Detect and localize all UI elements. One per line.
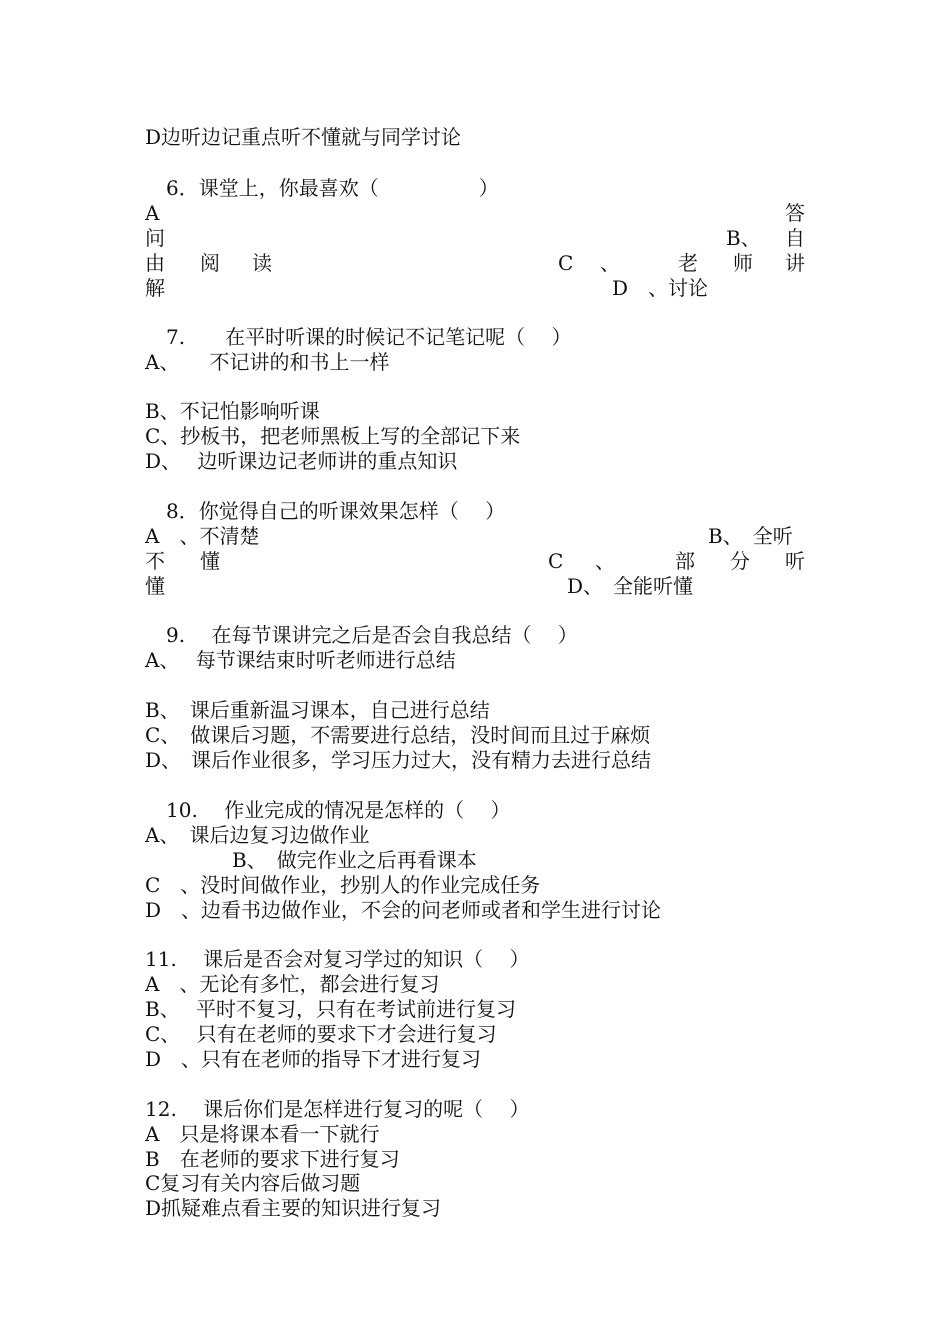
option-text: D、 课后作业很多，学习压力过大，没有精力去进行总结 [145, 748, 652, 772]
option-text: 、 [595, 549, 615, 573]
option-text: D边听边记重点听不懂就与同学讨论 [145, 125, 462, 149]
option-text: 自 [785, 226, 805, 250]
option-text: B 在老师的要求下进行复习 [145, 1147, 400, 1171]
question-title: 7. 在平时听课的时候记不记笔记呢（ ） [166, 325, 572, 349]
option-text: D 、讨论 [612, 276, 709, 300]
option-text: D、 全能听懂 [567, 574, 694, 598]
option-text: 阅 [200, 251, 220, 275]
option-text: A、 不记讲的和书上一样 [145, 350, 390, 374]
option-text: 解 [145, 276, 165, 300]
option-text: 老 [678, 251, 698, 275]
option-text: A 只是将课本看一下就行 [145, 1122, 380, 1146]
option-text: 不 [145, 549, 165, 573]
option-text: B、 全听 [708, 524, 793, 548]
option-text: 问 [145, 226, 165, 250]
option-text: 分 [730, 549, 750, 573]
option-text: 懂 [200, 549, 220, 573]
option-text: 部 [675, 549, 695, 573]
option-text: D、 边听课边记老师讲的重点知识 [145, 449, 458, 473]
option-text: D抓疑难点看主要的知识进行复习 [145, 1196, 442, 1220]
option-text: C 、没时间做作业，抄别人的作业完成任务 [145, 873, 541, 897]
option-text: D 、边看书边做作业，不会的问老师或者和学生进行讨论 [145, 898, 662, 922]
question-title: 10. 作业完成的情况是怎样的（ ） [166, 798, 511, 822]
option-text: B、 平时不复习，只有在考试前进行复习 [145, 997, 517, 1021]
question-title: 11. 课后是否会对复习学过的知识（ ） [145, 947, 530, 971]
option-text: 师 [733, 251, 753, 275]
option-text: 听 [785, 549, 805, 573]
option-text: A 、无论有多忙，都会进行复习 [145, 972, 440, 996]
option-text: C复习有关内容后做习题 [145, 1171, 361, 1195]
option-text: B、不记怕影响听课 [145, 399, 320, 423]
option-text: B、 做完作业之后再看课本 [232, 848, 477, 872]
option-text: A、 每节课结束时听老师进行总结 [145, 648, 456, 672]
question-title: 6．课堂上，你最喜欢（ ） [166, 176, 499, 200]
option-text: A 、不清楚 [145, 524, 260, 548]
question-title: 12. 课后你们是怎样进行复习的呢（ ） [145, 1097, 530, 1121]
option-text: 答 [785, 201, 805, 225]
option-text: D 、只有在老师的指导下才进行复习 [145, 1047, 482, 1071]
option-text: 、 [600, 251, 620, 275]
question-title: 9. 在每节课讲完之后是否会自我总结（ ） [166, 623, 578, 647]
option-text: C、 做课后习题，不需要进行总结，没时间而且过于麻烦 [145, 723, 651, 747]
option-text: 读 [252, 251, 272, 275]
question-title: 8．你觉得自己的听课效果怎样（ ） [166, 499, 506, 523]
option-text: C、抄板书，把老师黑板上写的全部记下来 [145, 424, 521, 448]
option-label: C [558, 251, 574, 275]
option-text: C、 只有在老师的要求下才会进行复习 [145, 1022, 497, 1046]
option-text: 由 [145, 251, 165, 275]
option-text: 讲 [785, 251, 805, 275]
option-text: A、 课后边复习边做作业 [145, 823, 370, 847]
option-label: B、 [726, 226, 761, 250]
option-label: C [548, 549, 564, 573]
option-text: 懂 [145, 574, 165, 598]
option-label: A [145, 201, 160, 225]
option-text: B、 课后重新温习课本，自己进行总结 [145, 698, 490, 722]
